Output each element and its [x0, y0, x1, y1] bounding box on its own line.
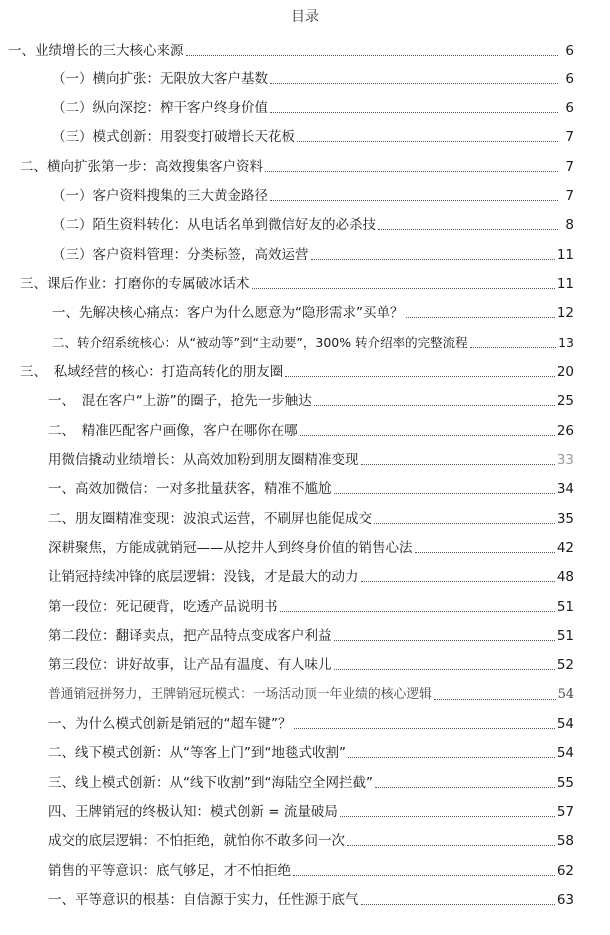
- toc-entry[interactable]: [8, 34, 574, 60]
- toc-entry-page: 48: [556, 569, 574, 585]
- toc-entry-page: 6: [565, 71, 574, 87]
- toc-entry-page: 11: [556, 247, 574, 263]
- toc-entry[interactable]: [48, 560, 574, 586]
- toc-dot-leader: [415, 552, 555, 553]
- toc-entry[interactable]: [48, 707, 574, 733]
- toc-entry[interactable]: [52, 326, 574, 352]
- toc-entry[interactable]: [52, 208, 574, 234]
- toc-entry[interactable]: [48, 619, 574, 645]
- toc-entry-page: 11: [556, 276, 574, 292]
- toc-entry-text: 二、转介绍系统核心：从“被动等”到“主动要”，300% 转介绍率的完整流程: [52, 335, 468, 350]
- toc-entry-text: （三）模式创新：用裂变打破增长天花板: [52, 129, 295, 145]
- toc-entry-page: 51: [556, 628, 574, 644]
- toc-entry[interactable]: [48, 384, 574, 410]
- toc-dot-leader: [361, 581, 555, 582]
- toc-entry[interactable]: [48, 883, 574, 909]
- toc-dot-leader: [334, 640, 555, 641]
- toc-dot-leader: [270, 83, 558, 84]
- toc-entry[interactable]: [48, 824, 574, 850]
- toc-entry[interactable]: [48, 648, 574, 674]
- toc-title: 目录: [291, 9, 319, 25]
- toc-dot-leader: [334, 669, 555, 670]
- toc-entry-page: 34: [556, 481, 574, 497]
- toc-entry[interactable]: [48, 443, 574, 469]
- toc-dot-leader: [378, 229, 558, 230]
- toc-entry-text: 第二段位：翻译卖点，把产品特点变成客户利益: [48, 628, 332, 644]
- toc-dot-leader: [361, 904, 555, 905]
- toc-dot-leader: [270, 112, 558, 113]
- toc-entry-text: 一、为什么模式创新是销冠的“超车键”？: [48, 716, 292, 732]
- toc-dot-leader: [406, 317, 555, 318]
- toc-dot-leader: [270, 200, 558, 201]
- toc-entry-page: 54: [557, 687, 574, 702]
- toc-entry[interactable]: [48, 531, 574, 557]
- toc-entry-text: 第三段位：讲好故事，让产品有温度、有人味儿: [48, 657, 332, 673]
- toc-entry-page: 20: [556, 364, 574, 380]
- toc-entry-text: 用微信撬动业绩增长：从高效加粉到朋友圈精准变现: [48, 452, 359, 468]
- toc-entry-text: （三）客户资料管理：分类标签，高效运营: [52, 247, 309, 263]
- toc-dot-leader: [347, 845, 555, 846]
- toc-entry-page: 57: [556, 804, 574, 820]
- toc-entry-page: 33: [556, 452, 574, 468]
- toc-entry-text: 第一段位：死记硬背，吃透产品说明书: [48, 599, 278, 615]
- toc-dot-leader: [265, 171, 558, 172]
- toc-dot-leader: [297, 141, 558, 142]
- toc-entry[interactable]: [52, 238, 574, 264]
- toc-entry-text: 让销冠持续冲锋的底层逻辑：没钱，才是最大的动力: [48, 569, 359, 585]
- toc-entry[interactable]: [48, 678, 574, 704]
- toc-entry-text: 三、线上模式创新：从“线下收割”到“海陆空全网拦截”: [48, 775, 373, 791]
- toc-dot-leader: [434, 699, 556, 700]
- toc-entry-page: 6: [565, 100, 574, 116]
- toc-dot-leader: [280, 611, 555, 612]
- toc-entry-text: 一、业绩增长的三大核心来源: [8, 43, 184, 59]
- toc-dot-leader: [361, 464, 555, 465]
- toc-entry-text: （一）横向扩张：无限放大客户基数: [52, 71, 268, 87]
- toc-entry-text: 三、课后作业：打磨你的专属破冰话术: [20, 276, 250, 292]
- toc-entry-text: 一、 混在客户“上游”的圈子，抢先一步触达: [48, 393, 312, 409]
- toc-dot-leader: [252, 288, 555, 289]
- toc-dot-leader: [186, 55, 559, 56]
- toc-entry-page: 12: [556, 305, 574, 321]
- toc-entry[interactable]: [48, 795, 574, 821]
- toc-dot-leader: [374, 523, 555, 524]
- toc-entry-page: 54: [556, 745, 574, 761]
- toc-entry-page: 54: [556, 716, 574, 732]
- toc-entry-page: 26: [556, 423, 574, 439]
- toc-entry-page: 35: [556, 511, 574, 527]
- toc-entry-text: 二、线下模式创新：从“等客上门”到“地毯式收割”: [48, 745, 346, 761]
- toc-entry-page: 8: [565, 217, 574, 233]
- toc-entry-text: （二）纵向深挖：榨干客户终身价值: [52, 100, 268, 116]
- toc-dot-leader: [300, 435, 555, 436]
- toc-dot-leader: [470, 347, 556, 348]
- toc-entry-text: 成交的底层逻辑：不怕拒绝，就怕你不敢多问一次: [48, 833, 345, 849]
- toc-entry[interactable]: [52, 296, 574, 322]
- toc-entry-text: 销售的平等意识：底气够足，才不怕拒绝: [48, 863, 291, 879]
- toc-entry-text: 二、横向扩张第一步：高效搜集客户资料: [20, 159, 263, 175]
- toc-entry-page: 6: [565, 43, 574, 59]
- toc-dot-leader: [294, 728, 555, 729]
- toc-dot-leader: [314, 405, 555, 406]
- toc-entry-page: 55: [556, 775, 574, 791]
- toc-entry[interactable]: [52, 91, 574, 117]
- toc-entry-text: 一、平等意识的根基：自信源于实力，任性源于底气: [48, 892, 359, 908]
- toc-entry-page: 63: [556, 892, 574, 908]
- toc-entry-page: 13: [558, 335, 574, 350]
- toc-entry[interactable]: [48, 736, 574, 762]
- toc-entry-text: 三、 私域经营的核心：打造高转化的朋友圈: [20, 364, 284, 380]
- toc-dot-leader: [334, 493, 555, 494]
- toc-dot-leader: [348, 757, 555, 758]
- toc-entry-text: 一、高效加微信：一对多批量获客，精准不尴尬: [48, 481, 332, 497]
- toc-entry[interactable]: [48, 472, 574, 498]
- toc-dot-leader: [340, 816, 555, 817]
- toc-entry-page: 51: [556, 599, 574, 615]
- toc-entry-page: 58: [556, 833, 574, 849]
- toc-entry-text: 一、先解决核心痛点：客户为什么愿意为“隐形需求”买单？: [52, 305, 404, 321]
- toc-entry[interactable]: [20, 267, 574, 293]
- toc-entry-text: 普通销冠拼努力，王牌销冠玩模式：一场活动顶一年业绩的核心逻辑: [48, 687, 432, 702]
- toc-entry-page: 7: [565, 129, 574, 145]
- toc-entry-page: 62: [556, 863, 574, 879]
- toc-entry-text: 二、 精准匹配客户画像，客户在哪你在哪: [48, 423, 298, 439]
- toc-entry[interactable]: [48, 502, 574, 528]
- toc-entry[interactable]: [52, 62, 574, 88]
- toc-entry[interactable]: [52, 179, 574, 205]
- toc-entry-page: 52: [556, 657, 574, 673]
- toc-entry-page: 42: [556, 540, 574, 556]
- toc-entry[interactable]: [48, 590, 574, 616]
- toc-entry[interactable]: [48, 854, 574, 880]
- toc-entry-text: 四、王牌销冠的终极认知：模式创新 = 流量破局: [48, 804, 338, 820]
- toc-entry[interactable]: [20, 355, 574, 381]
- toc-dot-leader: [311, 259, 555, 260]
- toc-entry-text: （一）客户资料搜集的三大黄金路径: [52, 188, 268, 204]
- toc-entry[interactable]: [48, 766, 574, 792]
- toc-entry-page: 7: [565, 159, 574, 175]
- toc-dot-leader: [285, 376, 555, 377]
- toc-entry-text: （二）陌生资料转化：从电话名单到微信好友的必杀技: [52, 217, 376, 233]
- toc-entry-text: 二、朋友圈精准变现：波浪式运营，不刷屏也能促成交: [48, 511, 372, 527]
- toc-entry[interactable]: [48, 414, 574, 440]
- toc-entry[interactable]: [52, 120, 574, 146]
- toc-entry-page: 7: [565, 188, 574, 204]
- toc-dot-leader: [293, 875, 555, 876]
- toc-entry[interactable]: [20, 150, 574, 176]
- toc-entry-page: 25: [556, 393, 574, 409]
- toc-dot-leader: [375, 787, 555, 788]
- toc-entry-text: 深耕聚焦，方能成就销冠——从挖井人到终身价值的销售心法: [48, 540, 413, 556]
